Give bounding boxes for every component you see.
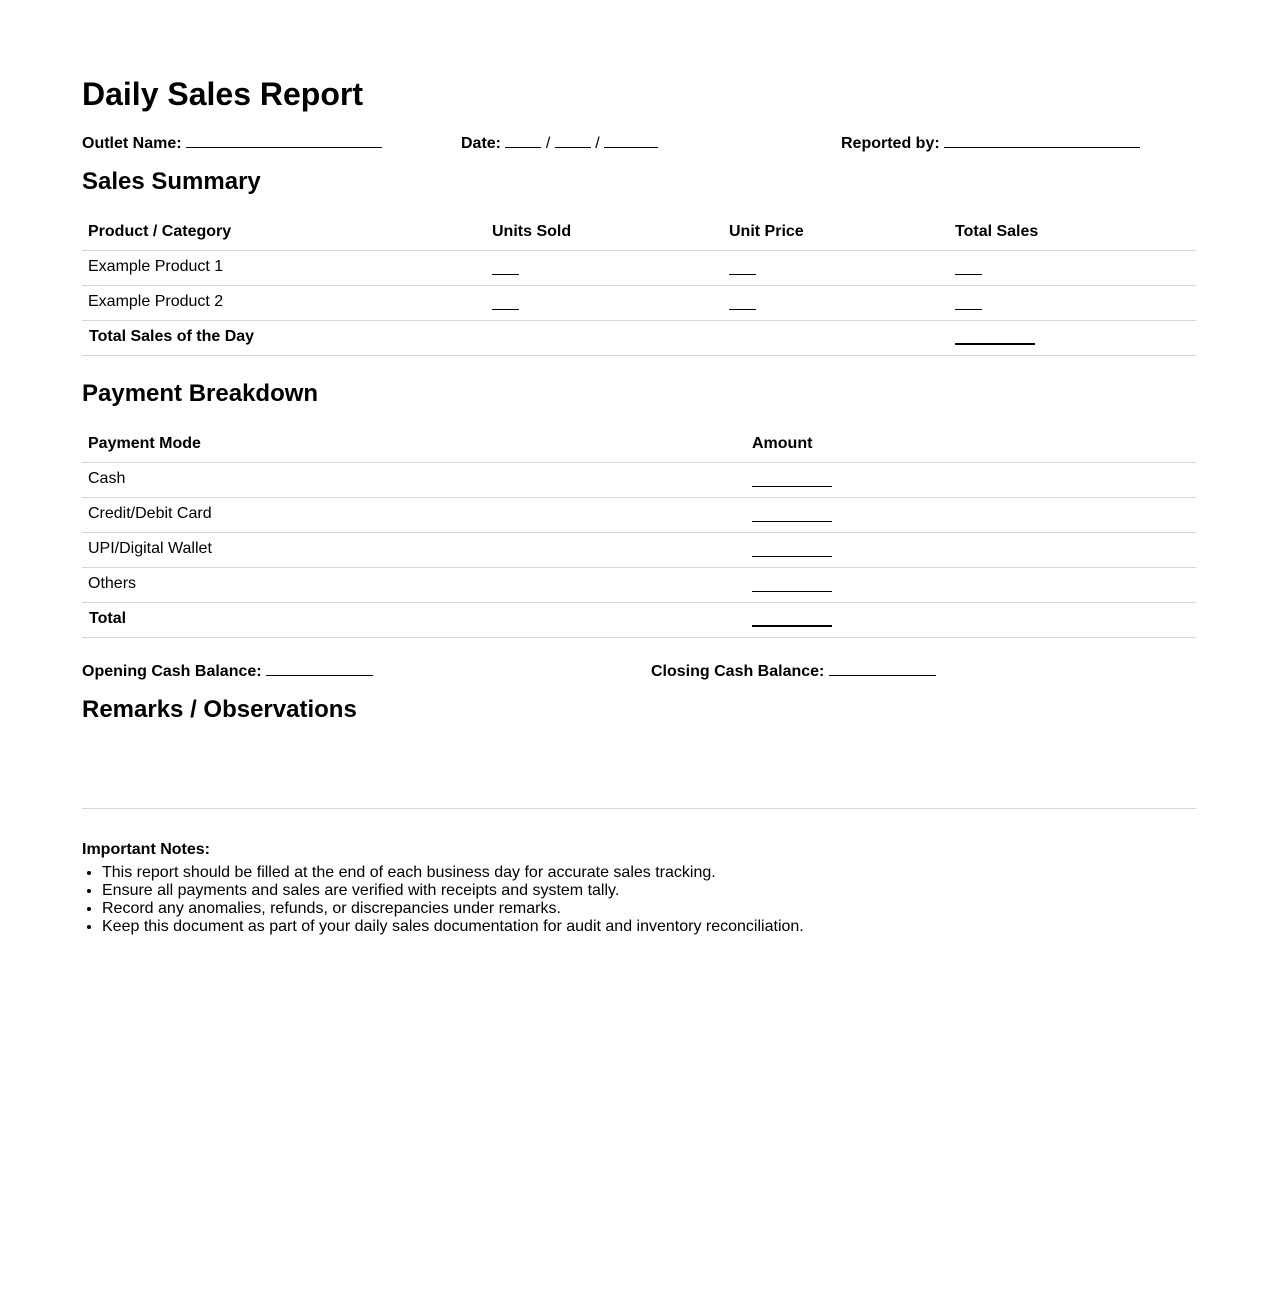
amount-blank[interactable] — [752, 591, 832, 592]
table-divider — [82, 285, 1196, 286]
product-name: Example Product 2 — [88, 293, 224, 310]
closing-cash-balance-field — [651, 661, 936, 682]
notes-list — [82, 864, 804, 936]
table-divider — [82, 567, 1196, 568]
sales-summary-heading: Sales Summary — [82, 168, 261, 195]
list-item: • This report should be filled at the end of each business day for accurate sales tracking. — [102, 864, 804, 882]
amount-blank[interactable] — [752, 521, 832, 522]
opening-cash-balance-blank[interactable] — [266, 661, 373, 676]
payment-mode-card: Credit/Debit Card — [88, 505, 212, 522]
column-header-unit-price: Unit Price — [729, 223, 804, 240]
date-separator: / — [545, 135, 551, 152]
table-divider — [82, 637, 1196, 638]
notes-title: Important Notes: — [82, 841, 210, 858]
closing-cash-balance-label: Closing Cash Balance: — [651, 663, 825, 680]
total-sales-blank[interactable] — [955, 274, 982, 275]
list-item: • Keep this document as part of your daily sales documentation for audit and inventory reconciliation. — [102, 918, 804, 936]
table-divider — [82, 355, 1196, 356]
date-field — [461, 133, 658, 154]
units-sold-blank[interactable] — [492, 309, 519, 310]
amount-blank[interactable] — [752, 486, 832, 487]
opening-cash-balance-label: Opening Cash Balance: — [82, 663, 262, 680]
date-day-blank[interactable] — [505, 133, 541, 148]
reported-by-field — [841, 133, 1140, 154]
outlet-name-blank[interactable] — [186, 133, 382, 148]
column-header-units-sold: Units Sold — [492, 223, 572, 240]
list-item: • Ensure all payments and sales are verified with receipts and system tally. — [102, 882, 804, 900]
column-header-product: Product / Category — [88, 223, 232, 240]
total-sales-blank[interactable] — [955, 309, 982, 310]
remarks-divider — [82, 808, 1196, 809]
closing-cash-balance-blank[interactable] — [829, 661, 936, 676]
table-divider — [82, 602, 1196, 603]
payment-total-label: Total — [89, 610, 127, 627]
outlet-name-label: Outlet Name: — [82, 135, 182, 152]
date-separator: / — [595, 135, 600, 152]
table-divider — [82, 320, 1196, 321]
payment-breakdown-heading: Payment Breakdown — [82, 380, 319, 407]
payment-total-blank[interactable] — [752, 625, 832, 627]
total-sales-of-day-blank[interactable] — [955, 343, 1035, 345]
table-divider — [82, 497, 1196, 498]
reported-by-blank[interactable] — [944, 133, 1140, 148]
date-month-blank[interactable] — [555, 133, 591, 148]
date-label: Date: — [461, 135, 502, 152]
page-title: Daily Sales Report — [82, 76, 363, 112]
amount-blank[interactable] — [752, 556, 832, 557]
table-divider — [82, 462, 1196, 463]
remarks-area[interactable] — [82, 730, 1196, 807]
unit-price-blank[interactable] — [729, 309, 756, 310]
column-header-amount: Amount — [752, 435, 813, 452]
product-name: Example Product 1 — [88, 258, 224, 275]
remarks-heading: Remarks / Observations — [82, 696, 357, 723]
reported-by-label: Reported by: — [841, 135, 940, 152]
payment-mode-others: Others — [88, 575, 137, 592]
table-divider — [82, 250, 1196, 251]
unit-price-blank[interactable] — [729, 274, 756, 275]
units-sold-blank[interactable] — [492, 274, 519, 275]
column-header-payment-mode: Payment Mode — [88, 435, 201, 452]
total-sales-of-day-label: Total Sales of the Day — [89, 328, 255, 345]
date-year-blank[interactable] — [604, 133, 658, 148]
payment-mode-upi: UPI/Digital Wallet — [88, 540, 212, 557]
column-header-total-sales: Total Sales — [955, 223, 1039, 240]
outlet-name-field — [82, 133, 382, 154]
table-divider — [82, 532, 1196, 533]
payment-mode-cash: Cash — [88, 470, 126, 487]
list-item: • Record any anomalies, refunds, or discrepancies under remarks. — [102, 900, 804, 918]
opening-cash-balance-field — [82, 661, 373, 682]
